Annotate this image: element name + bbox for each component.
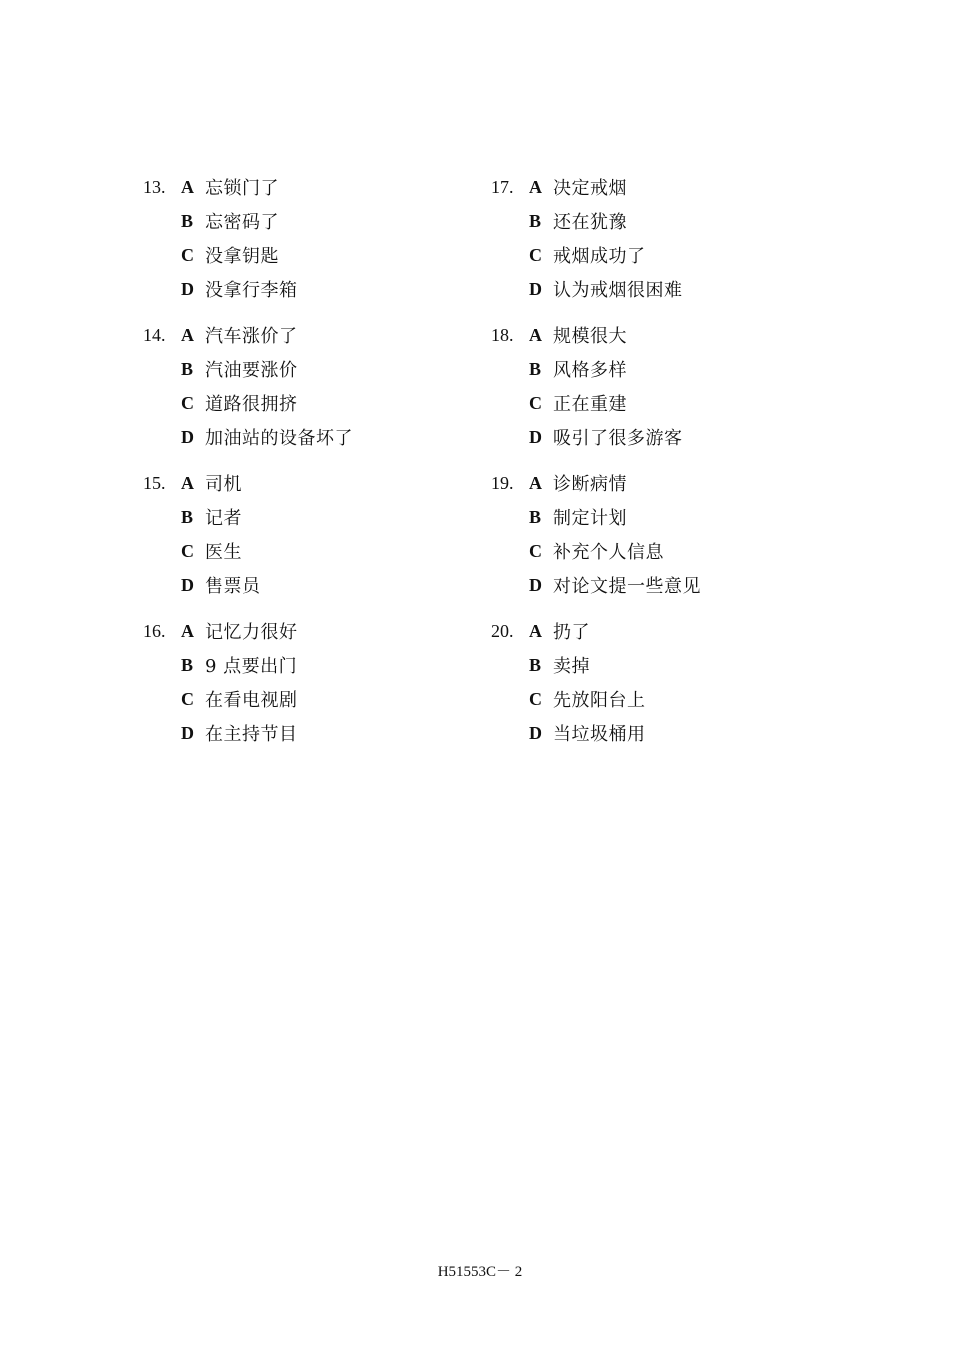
question-number: 14. [143,324,166,345]
option-letter: C [181,244,194,265]
option-text: 风格多样 [553,360,627,381]
option-letter: B [529,506,542,527]
question-number: 17. [491,176,514,197]
question-16 [143,614,353,750]
left-question-column [143,170,353,762]
question-14 [143,318,353,454]
option-letter: A [181,620,194,641]
option-text: 在主持节目 [205,724,298,745]
option-text: 没拿钥匙 [205,246,279,267]
option-text: 汽油要涨价 [205,360,298,381]
option-letter: C [181,392,194,413]
option-text: 9 点要出门 [205,656,298,677]
option-text: 卖掉 [553,656,590,677]
option-text: 戒烟成功了 [553,246,646,267]
option-a [491,318,701,352]
option-text: 售票员 [205,576,261,597]
option-text: 对论文提一些意见 [553,576,701,597]
option-letter: C [181,540,194,561]
option-d [491,568,701,602]
question-number: 13. [143,176,166,197]
option-letter: A [181,176,194,197]
page-footer: H51553C－ 2 [437,1264,523,1280]
option-a [143,614,353,648]
option-letter: C [529,244,542,265]
option-b [143,204,353,238]
question-number: 20. [491,620,514,641]
option-text: 还在犹豫 [553,212,627,233]
option-text: 决定戒烟 [553,178,627,199]
option-text: 正在重建 [553,394,627,415]
option-b [143,648,353,682]
option-letter: C [529,392,542,413]
option-letter: D [529,574,542,595]
option-c [491,534,701,568]
option-a [491,466,701,500]
question-number: 16. [143,620,166,641]
option-c [491,682,701,716]
option-letter: A [529,620,542,641]
option-d [491,716,701,750]
option-letter: D [181,278,194,299]
option-letter: A [181,472,194,493]
option-b [491,352,701,386]
option-letter: B [529,210,542,231]
option-text: 规模很大 [553,326,627,347]
option-b [491,648,701,682]
option-text: 没拿行李箱 [205,280,298,301]
option-d [491,420,701,454]
option-c [143,682,353,716]
option-d [143,420,353,454]
option-letter: B [181,210,194,231]
option-b [143,352,353,386]
option-text: 忘密码了 [205,212,279,233]
option-c [491,238,701,272]
option-letter: C [181,688,194,709]
option-text: 先放阳台上 [553,690,646,711]
option-c [491,386,701,420]
option-letter: D [181,722,194,743]
option-letter: A [529,176,542,197]
option-text: 诊断病情 [553,474,627,495]
option-a [143,466,353,500]
option-letter: B [529,358,542,379]
option-d [491,272,701,306]
option-text: 医生 [205,542,242,563]
option-letter: D [529,426,542,447]
option-d [143,568,353,602]
question-13 [143,170,353,306]
option-a [491,614,701,648]
option-letter: A [529,324,542,345]
option-letter: D [181,574,194,595]
option-letter: B [181,654,194,675]
option-text: 当垃圾桶用 [553,724,646,745]
option-b [491,500,701,534]
option-letter: C [529,540,542,561]
option-letter: D [529,722,542,743]
option-b [143,500,353,534]
option-d [143,716,353,750]
option-a [143,170,353,204]
option-text: 吸引了很多游客 [553,428,683,449]
option-text: 记者 [205,508,242,529]
option-letter: A [181,324,194,345]
option-text: 扔了 [553,622,590,643]
option-d [143,272,353,306]
option-text: 忘锁门了 [205,178,279,199]
option-letter: D [181,426,194,447]
option-letter: B [181,506,194,527]
right-question-column [491,170,701,762]
question-19 [491,466,701,602]
option-c [143,238,353,272]
question-15 [143,466,353,602]
question-number: 18. [491,324,514,345]
option-text: 加油站的设备坏了 [205,428,353,449]
option-c [143,386,353,420]
option-text: 补充个人信息 [553,542,664,563]
option-text: 制定计划 [553,508,627,529]
question-17 [491,170,701,306]
option-a [491,170,701,204]
option-text: 认为戒烟很困难 [553,280,683,301]
option-text: 汽车涨价了 [205,326,298,347]
option-b [491,204,701,238]
option-c [143,534,353,568]
option-letter: B [181,358,194,379]
option-text: 道路很拥挤 [205,394,298,415]
option-a [143,318,353,352]
option-text: 记忆力很好 [205,622,298,643]
question-number: 15. [143,472,166,493]
option-letter: A [529,472,542,493]
option-text: 在看电视剧 [205,690,298,711]
option-letter: B [529,654,542,675]
question-18 [491,318,701,454]
question-number: 19. [491,472,514,493]
option-text: 司机 [205,474,242,495]
question-20 [491,614,701,750]
option-letter: C [529,688,542,709]
option-letter: D [529,278,542,299]
